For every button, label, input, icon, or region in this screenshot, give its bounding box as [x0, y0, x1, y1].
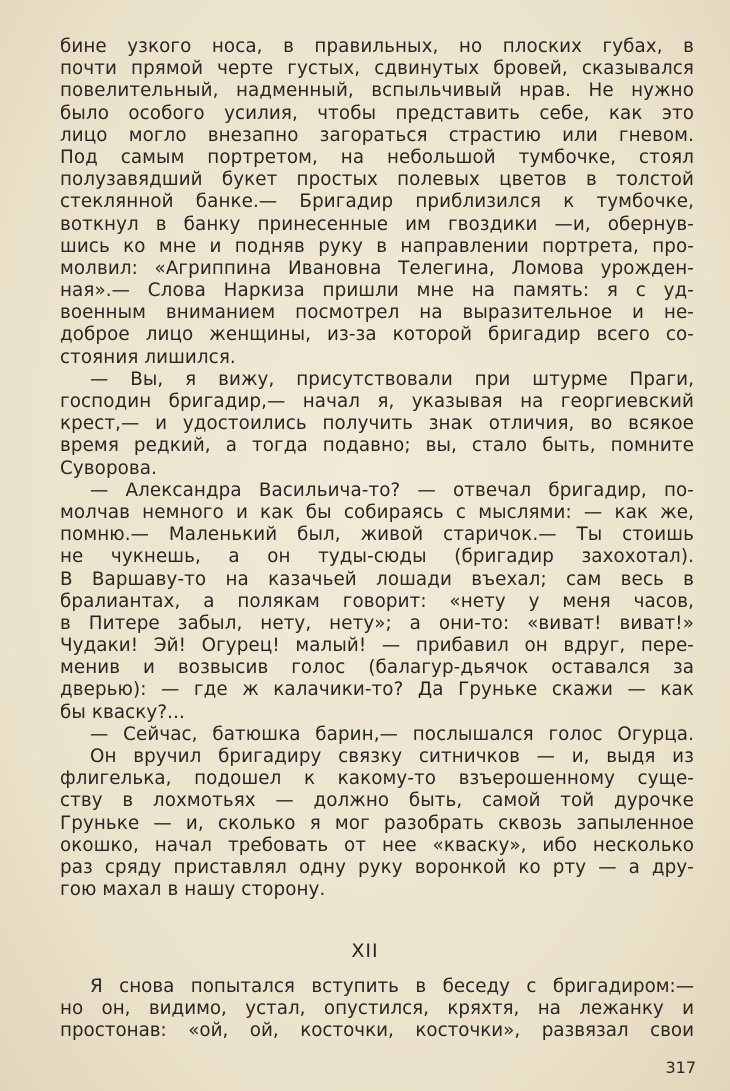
text-line: Чудаки! Эй! Огурец! малый! — прибавил он вдруг, пере-	[60, 635, 694, 657]
text-line: — Сейчас, батюшка барин,— послышался голос Огурца.	[90, 723, 694, 745]
text-line: время редкий, а тогда подавно; вы, стало быть, помните	[60, 435, 694, 457]
text-line: — Вы, я вижу, присутствовали при штурме Праги,	[90, 368, 694, 390]
text-line: Я снова попытался вступить в беседу с бригадиром:—	[90, 976, 694, 997]
text-line: но он, видимо, устал, опустился, кряхтя, на лежанку и	[60, 998, 694, 1020]
text-line: окошко, начал требовать от нее «кваску», ибо несколько	[60, 834, 694, 856]
text-line: стояния лишился.	[60, 346, 236, 368]
text-line: флигелька, подошел к какому-то взъерошенному суще-	[60, 768, 694, 790]
text-line: гою махал в нашу сторону.	[60, 879, 326, 901]
text-line: воткнул в банку принесенные им гвоздики —и, обернув-	[60, 213, 694, 235]
text-line: молвил: «Агриппина Ивановна Телегина, Ломова урожден-	[60, 257, 694, 279]
text-line: не чукнешь, а он туды-сюды (бригадир захохотал).	[60, 546, 694, 568]
text-line: шись ко мне и подняв руку в направлении портрета, про-	[60, 235, 694, 257]
text-line: бы кваску?...	[60, 701, 185, 723]
text-line: бралиантах, а полякам говорит: «нету у меня часов,	[60, 590, 694, 612]
text-line: молчав немного и как бы собираясь с мыслями: — как же,	[60, 501, 694, 523]
text-line: доброе лицо женщины, из-за которой бригадир всего со-	[60, 324, 694, 346]
text-line: простонав: «ой, ой, косточки, косточки», развязал свои	[60, 1020, 694, 1042]
page-number: 317	[665, 1058, 696, 1077]
text-line: Груньке — и, сколько я мог разобрать сквозь запыленное	[60, 812, 694, 834]
text-line: Под самым портретом, на небольшой тумбочке, стоял	[60, 146, 694, 168]
text-line: — Александра Васильича-то? — отвечал бригадир, по-	[90, 479, 694, 501]
chapter-body-text	[60, 975, 694, 1042]
text-line: лицо могло внезапно загораться страстию или гневом.	[60, 124, 694, 146]
text-line: раз сряду приставлял одну руку воронкой ко рту — а дру-	[60, 856, 694, 878]
text-line: ству в лохмотьях — должно быть, самой той дурочке	[60, 790, 694, 812]
text-line: стеклянной банке.— Бригадир приблизился к тумбочке,	[60, 191, 694, 213]
text-line: крест,— и удостоились получить знак отличия, во всякое	[60, 413, 694, 435]
text-line: бине узкого носа, в правильных, но плоских губах, в	[60, 36, 694, 57]
text-line: было особого усилия, чтобы представить себе, как это	[60, 102, 694, 124]
text-line: в Питере забыл, нету, нету»; а они-то: «виват! виват!»	[60, 612, 694, 634]
text-line: менив и возвысив голос (балагур-дьячок оставался за	[60, 657, 694, 679]
text-line: Суворова.	[60, 457, 158, 479]
body-text	[60, 36, 694, 901]
chapter-heading: XII	[351, 940, 379, 962]
text-line: В Варшаву-то на казачьей лошади въехал; сам весь в	[60, 568, 694, 590]
text-line: ная».— Слова Наркиза пришли мне на память: я с уд-	[60, 280, 694, 302]
text-line: почти прямой черте густых, сдвинутых бровей, сказывался	[60, 58, 694, 80]
text-line: господин бригадир,— начал я, указывая на георгиевский	[60, 391, 694, 412]
text-line: полузавядший букет простых полевых цветов в толстой	[60, 169, 694, 191]
text-line: Он вручил бригадиру связку ситничков — и, выдя из	[90, 746, 694, 767]
text-line: помню.— Маленький был, живой старичок.— Ты стоишь	[60, 524, 694, 546]
text-line: повелительный, надменный, вспыльчивый нрав. Не нужно	[60, 80, 694, 102]
text-line: военным вниманием посмотрел на выразительное и не-	[60, 302, 694, 324]
text-line: дверью): — где ж калачики-то? Да Груньке скажи — как	[60, 679, 694, 701]
